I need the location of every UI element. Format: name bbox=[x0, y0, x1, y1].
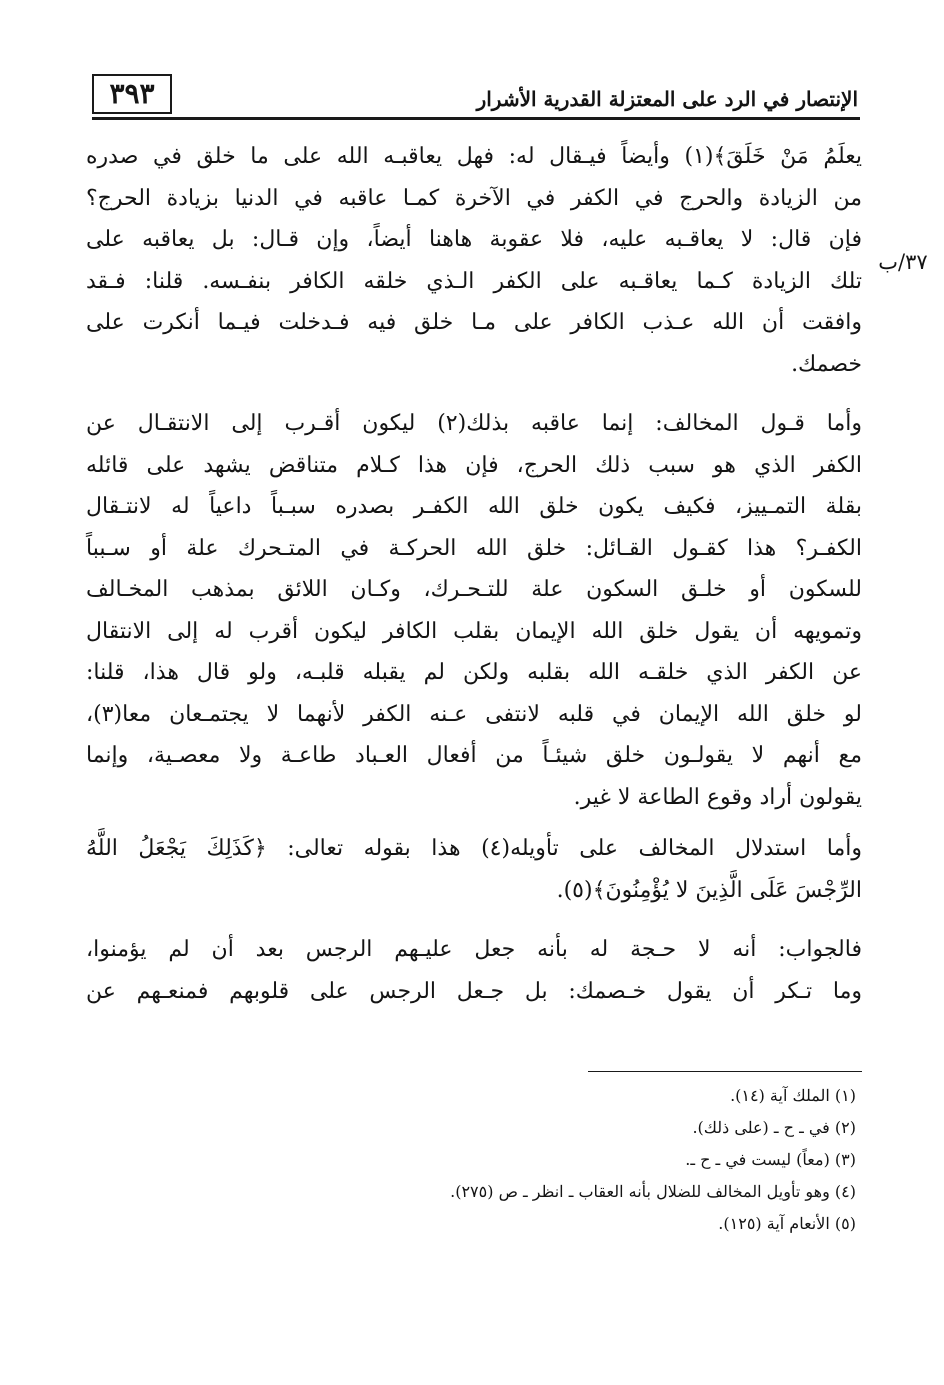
page-number: ٣٩٣ bbox=[92, 74, 172, 114]
text-line: لو خلق الله الإيمان في قلبه لانتفى عـنه الكفر لأنهما لا يجتمـعان معا(٣)، bbox=[86, 701, 862, 727]
text-line: وتمويهه أن يقول خلق الله الإيمان بقلب الكافر ليكون أقرب له إلى الانتقال bbox=[86, 618, 862, 644]
paragraph-1 bbox=[86, 136, 862, 385]
paragraph-4 bbox=[86, 929, 862, 1012]
footnote: (٥) الأنعام آية (١٢٥). bbox=[718, 1214, 856, 1233]
text-line: الرِّجْسَ عَلَى الَّذِينَ لا يُؤْمِنُونَ﴾(٥). bbox=[556, 877, 862, 903]
footnote: (٣) (معاً) ليست في ـ ح ـ. bbox=[685, 1150, 856, 1169]
paragraph-3 bbox=[86, 828, 862, 911]
text-line: يعلَمُ مَنْ خَلَقَ﴾(١) وأيضاً فيـقال له: فهل يعاقبـه الله على ما خلق في صدره bbox=[86, 144, 862, 169]
header-rule bbox=[92, 117, 860, 120]
text-line: خصمك. bbox=[791, 351, 862, 377]
text-line: يقولون أراد وقوع الطاعة لا غير. bbox=[573, 784, 862, 810]
footnote: (٤) وهو تأويل المخالف للضلال بأنه العقاب ـ انظر ـ ص (٢٧٥). bbox=[450, 1182, 856, 1201]
text-line: فإن قال: لا يعاقـبه عليه، فلا عقوبة هاهنا أيضاً، وإن قـال: بل يعاقبه على bbox=[86, 227, 862, 252]
footnote: (١) الملك آية (١٤). bbox=[730, 1086, 856, 1105]
text-line: للسكون أو خلـق السكون علة للتـحـرك، وكـان اللائق بمذهب المخـالف bbox=[86, 577, 862, 602]
folio-margin-note: ٣٧/ب bbox=[878, 250, 928, 274]
paragraph-2 bbox=[86, 403, 862, 818]
text-line: وما تـكر أن يقول خـصمك: بل جـعل الرجس على قلوبهم فمنعـهم عن bbox=[86, 978, 862, 1004]
main-text bbox=[86, 136, 862, 1012]
text-line: الكفـر؟ هذا كقـول القـائل: خلق الله الحركـة في المتـحرك علة أو سـبباً bbox=[86, 535, 862, 561]
running-title: الإنتصار في الرد على المعتزلة القدرية الأشرار bbox=[476, 87, 858, 111]
text-line: فالجواب: أنه لا حـجة له بأنه جعل عليـهم الرجس بعد أن لم يؤمنوا، bbox=[86, 937, 862, 962]
text-line: وأما استدلال المخالف على تأويله(٤) هذا بقوله تعالى: ﴿كَذَلِكَ يَجْعَلُ اللَّهُ bbox=[86, 836, 862, 861]
text-line: وأما قـول المخالف: إنما عاقبه بذلك(٢) ليكون أقـرب إلى الانتقـال عن bbox=[86, 411, 862, 436]
text-line: من الزيادة والحرج في الكفر في الآخرة كمـا عاقبه في الدنيا بزيادة الحرج؟ bbox=[86, 185, 862, 211]
text-line: الكفر الذي هو سبب ذلك الحرج، فإن هذا كـلام متناقض يشهد على قائله bbox=[86, 452, 862, 478]
text-line: بقلة التمـييز، فكيف يكون خلق الله الكفـر بصدره سبـباً داعياً له لانتـقال bbox=[86, 494, 862, 519]
text-line: تلك الزيادة كـما يعاقـبه على الكفر الـذي خلقه الكافر بنفـسه. قلنا: فـقد bbox=[86, 268, 862, 294]
footnote: (٢) في ـ ح ـ (على ذلك). bbox=[692, 1118, 856, 1137]
text-line: وافقت أن الله عـذب الكافر على مـا خلق فيه فـدخلت فيـما أنكرت على bbox=[86, 310, 862, 335]
footnotes bbox=[156, 1080, 856, 1240]
text-line: مع أنهم لا يقولـون خلق شيئـاً من أفعال العـباد طاعـة ولا معصـية، وإنما bbox=[86, 743, 862, 768]
footnote-separator bbox=[588, 1071, 862, 1072]
text-line: عن الكفر الذي خلقـه الله بقلبه ولكن لم يقبله قلبـه، ولو قال هذا، قلنا: bbox=[86, 660, 863, 685]
